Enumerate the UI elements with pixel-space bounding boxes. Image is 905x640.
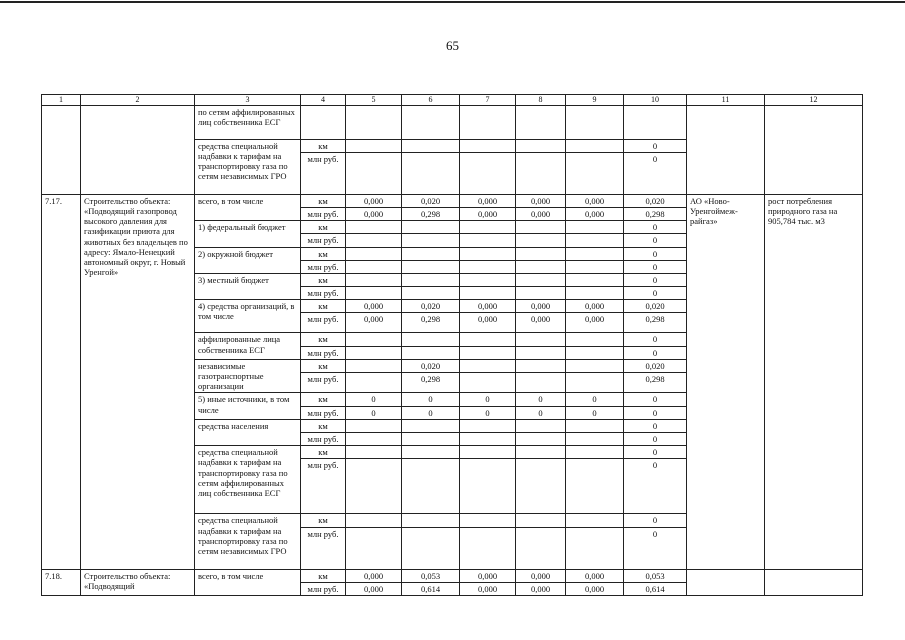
value-cell [346,273,402,286]
unit-cell: млн руб. [301,582,346,595]
value-cell: 0,298 [624,313,687,333]
value-cell [516,105,566,139]
value-cell [402,139,460,152]
cont-executor-cell [687,105,765,194]
value-cell: 0,020 [624,194,687,207]
value-cell [566,139,624,152]
table-row [42,105,863,139]
value-cell [566,359,624,372]
value-cell [566,419,624,432]
value-cell [346,221,402,234]
value-cell: 0 [624,514,687,527]
value-cell [346,373,402,393]
value-cell [460,527,516,569]
value-cell: 0 [402,406,460,419]
table-row [42,569,863,582]
value-cell [402,527,460,569]
value-cell [402,419,460,432]
value-cell: 0 [460,393,516,406]
source-cell: средства специальной надбавки к тарифам на транспортировку газа по сетям аффилированных лиц собственника ЕСГ [195,446,301,514]
value-cell: 0,053 [624,569,687,582]
unit-cell: млн руб. [301,373,346,393]
source-cell: средства населения [195,419,301,445]
value-cell [460,346,516,359]
value-cell: 0 [402,393,460,406]
value-cell: 0,020 [402,359,460,372]
value-cell [460,273,516,286]
value-cell [624,105,687,139]
unit-cell: км [301,300,346,313]
value-cell [516,459,566,514]
value-cell [346,234,402,247]
value-cell [402,247,460,260]
unit-cell: км [301,221,346,234]
value-cell: 0,000 [460,207,516,220]
value-cell: 0,298 [402,313,460,333]
value-cell: 0,000 [346,207,402,220]
value-cell: 0 [346,393,402,406]
value-cell [566,287,624,300]
value-cell [566,105,624,139]
value-cell: 0,614 [402,582,460,595]
value-cell [346,514,402,527]
value-cell [460,287,516,300]
value-cell [566,527,624,569]
value-cell [460,260,516,273]
value-cell [402,514,460,527]
value-cell [346,459,402,514]
column-header: 11 [687,95,765,106]
value-cell [566,346,624,359]
value-cell: 0,000 [346,194,402,207]
source-cell: всего, в том числе [195,194,301,220]
value-cell [516,333,566,346]
value-cell [516,446,566,459]
value-cell: 0,000 [346,569,402,582]
value-cell: 0 [624,459,687,514]
value-cell [460,359,516,372]
unit-cell: млн руб. [301,527,346,569]
unit-cell: км [301,139,346,152]
project-name: Строительство объекта: «Подводящий [81,569,195,595]
value-cell: 0,020 [402,300,460,313]
unit-cell: км [301,393,346,406]
column-header: 1 [42,95,81,106]
unit-cell: км [301,273,346,286]
value-cell [516,247,566,260]
value-cell: 0,000 [516,313,566,333]
value-cell: 0,000 [566,569,624,582]
value-cell [516,514,566,527]
value-cell [460,514,516,527]
value-cell [516,234,566,247]
value-cell [566,221,624,234]
unit-cell: км [301,194,346,207]
unit-cell: км [301,446,346,459]
value-cell [346,247,402,260]
value-cell: 0 [624,152,687,194]
value-cell [346,419,402,432]
value-cell [346,359,402,372]
value-cell: 0 [346,406,402,419]
unit-cell: км [301,569,346,582]
page-number: 65 [446,38,459,53]
value-cell: 0,000 [346,313,402,333]
value-cell: 0,000 [460,582,516,595]
value-cell [516,152,566,194]
value-cell: 0,298 [624,373,687,393]
value-cell: 0 [624,346,687,359]
value-cell [460,139,516,152]
column-header: 3 [195,95,301,106]
value-cell [346,333,402,346]
value-cell: 0 [624,406,687,419]
column-header: 7 [460,95,516,106]
value-cell: 0,000 [516,569,566,582]
source-cell: всего, в том числе [195,569,301,595]
value-cell [402,234,460,247]
column-number-header-row [42,95,863,106]
value-cell [460,221,516,234]
value-cell [516,373,566,393]
value-cell: 0,053 [402,569,460,582]
value-cell [566,514,624,527]
value-cell: 0,000 [566,582,624,595]
value-cell: 0,000 [566,207,624,220]
unit-cell: км [301,333,346,346]
executor-cell [687,569,765,595]
column-header: 4 [301,95,346,106]
unit-cell: км [301,359,346,372]
top-border-line [0,1,905,3]
value-cell [516,346,566,359]
value-cell: 0 [516,393,566,406]
value-cell: 0 [624,273,687,286]
value-cell [346,432,402,445]
value-cell [402,432,460,445]
value-cell: 0 [460,406,516,419]
value-cell: 0,000 [460,569,516,582]
value-cell [460,459,516,514]
value-cell: 0,000 [516,207,566,220]
value-cell [402,260,460,273]
value-cell: 0 [624,247,687,260]
column-header: 5 [346,95,402,106]
unit-cell: млн руб. [301,260,346,273]
column-header: 12 [765,95,863,106]
value-cell: 0,000 [516,582,566,595]
value-cell [516,273,566,286]
value-cell [346,446,402,459]
value-cell: 0 [624,527,687,569]
unit-cell: млн руб. [301,406,346,419]
column-header: 10 [624,95,687,106]
value-cell [516,139,566,152]
value-cell: 0 [624,432,687,445]
table-row [42,194,863,207]
value-cell: 0,298 [624,207,687,220]
value-cell [460,152,516,194]
value-cell [346,260,402,273]
unit-cell: млн руб. [301,313,346,333]
value-cell: 0 [566,406,624,419]
value-cell [566,152,624,194]
cont-number-cell [42,105,81,194]
cont-effect-cell [765,105,863,194]
value-cell: 0 [624,393,687,406]
value-cell [566,432,624,445]
value-cell: 0,000 [460,313,516,333]
unit-cell: млн руб. [301,207,346,220]
value-cell: 0 [624,139,687,152]
unit-cell: км [301,419,346,432]
unit-cell: млн руб. [301,287,346,300]
value-cell [402,152,460,194]
value-cell [516,359,566,372]
source-cell: независимые газотранспортные организации [195,359,301,393]
source-cell: аффилированные лица собственника ЕСГ [195,333,301,359]
value-cell: 0,298 [402,207,460,220]
project-name: Строительство объекта: «Подводящий газопровод высокого давления для газификации приюта для животных без владельцев по адресу: Ямало-Ненецкий автономный округ, г. Новый Уренгой» [81,194,195,569]
value-cell: 0,020 [624,300,687,313]
value-cell: 0,020 [402,194,460,207]
value-cell [402,221,460,234]
value-cell [566,373,624,393]
source-cell: 5) иные источники, в том числе [195,393,301,419]
value-cell: 0,000 [566,313,624,333]
source-cell: средства специальной надбавки к тарифам на транспортировку газа по сетям независимых ГРО [195,514,301,569]
value-cell: 0,020 [624,359,687,372]
unit-cell [301,105,346,139]
value-cell [402,446,460,459]
value-cell [516,527,566,569]
value-cell [460,105,516,139]
value-cell [346,527,402,569]
value-cell [402,287,460,300]
value-cell: 0,000 [566,194,624,207]
source-cell: по сетям аффилированных лиц собственника ЕСГ [195,105,301,139]
executor-cell: АО «Ново-Уренгоймеж-райгаз» [687,194,765,569]
value-cell [460,247,516,260]
value-cell [346,152,402,194]
effect-cell: рост потребления природного газа на 905,784 тыс. м3 [765,194,863,569]
value-cell [402,105,460,139]
source-cell: 1) федеральный бюджет [195,221,301,247]
cont-name-cell [81,105,195,194]
value-cell: 0 [516,406,566,419]
value-cell [346,346,402,359]
value-cell: 0 [624,221,687,234]
value-cell [516,419,566,432]
value-cell: 0 [566,393,624,406]
source-cell: средства специальной надбавки к тарифам на транспортировку газа по сетям независимых ГРО [195,139,301,194]
value-cell [516,432,566,445]
value-cell [516,287,566,300]
unit-cell: млн руб. [301,346,346,359]
investment-program-table [41,94,863,596]
value-cell [460,446,516,459]
unit-cell: млн руб. [301,459,346,514]
value-cell [566,273,624,286]
unit-cell: млн руб. [301,432,346,445]
value-cell [516,260,566,273]
unit-cell: км [301,514,346,527]
value-cell: 0 [624,419,687,432]
value-cell: 0 [624,260,687,273]
value-cell: 0,000 [460,300,516,313]
value-cell [566,247,624,260]
unit-cell: млн руб. [301,152,346,194]
value-cell [566,446,624,459]
value-cell [566,333,624,346]
source-cell: 2) окружной бюджет [195,247,301,273]
value-cell: 0,000 [516,194,566,207]
value-cell: 0,614 [624,582,687,595]
value-cell [460,333,516,346]
value-cell [460,432,516,445]
value-cell: 0 [624,446,687,459]
value-cell: 0 [624,287,687,300]
value-cell: 0,000 [346,582,402,595]
value-cell [566,234,624,247]
value-cell [460,373,516,393]
value-cell [566,260,624,273]
column-header: 6 [402,95,460,106]
effect-cell [765,569,863,595]
value-cell: 0,298 [402,373,460,393]
value-cell: 0,000 [566,300,624,313]
source-cell: 3) местный бюджет [195,273,301,299]
value-cell [402,273,460,286]
value-cell [566,459,624,514]
value-cell [402,459,460,514]
value-cell [402,346,460,359]
column-header: 8 [516,95,566,106]
value-cell: 0,000 [346,300,402,313]
value-cell: 0,000 [460,194,516,207]
value-cell [346,287,402,300]
value-cell: 0 [624,234,687,247]
value-cell [346,139,402,152]
value-cell [402,333,460,346]
unit-cell: млн руб. [301,234,346,247]
value-cell: 0 [624,333,687,346]
value-cell [460,234,516,247]
item-number: 7.17. [42,194,81,569]
unit-cell: км [301,247,346,260]
source-cell: 4) средства организаций, в том числе [195,300,301,333]
item-number: 7.18. [42,569,81,595]
column-header: 9 [566,95,624,106]
value-cell: 0,000 [516,300,566,313]
value-cell [346,105,402,139]
column-header: 2 [81,95,195,106]
value-cell [460,419,516,432]
value-cell [516,221,566,234]
